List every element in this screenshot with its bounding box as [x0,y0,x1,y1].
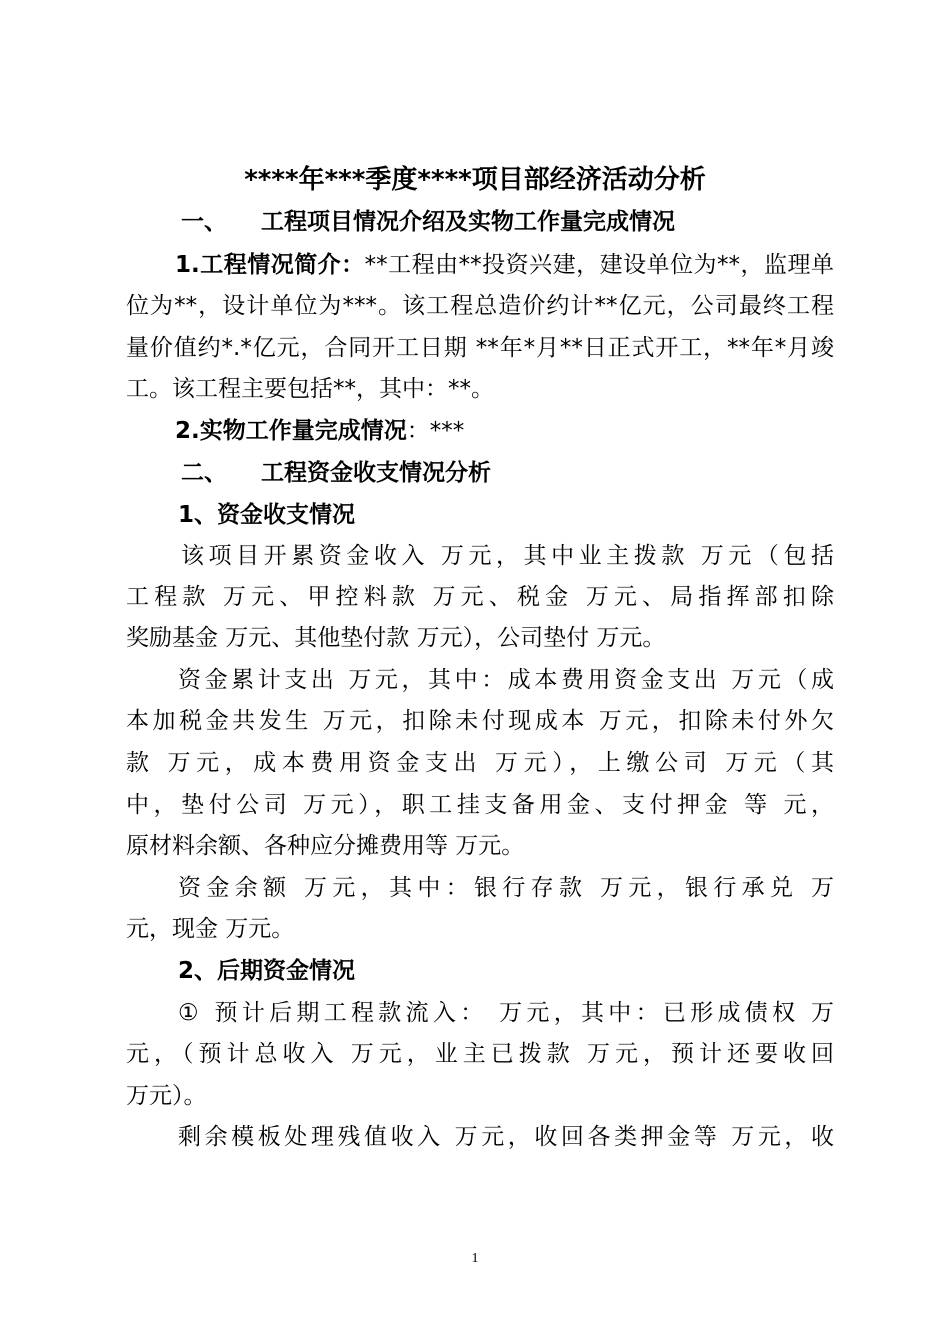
paragraph-line: 本加税金共发生 万元，扣除未付现成本 万元，扣除未付外欠 [126,708,834,734]
section-1-number: 一、 [181,209,227,235]
paragraph-line: 奖励基金 万元、其他垫付款 万元），公司垫付 万元。 [126,625,666,651]
paragraph-line [175,250,834,280]
paragraph-line: 款 万元，成本费用资金支出 万元），上缴公司 万元（其 [126,750,834,776]
paragraph-line: 工程款 万元、甲控料款 万元、税金 万元、局指挥部扣除 [126,584,834,610]
section-2-heading: 工程资金收支情况分析 [261,460,491,486]
paragraph-line [175,416,834,446]
subsection-heading: 1、资金收支情况 [178,502,356,528]
paragraph-line: 中，垫付公司 万元），职工挂支备用金、支付押金 等 元， [126,792,834,818]
paragraph-text: **工程由**投资兴建，建设单位为**，监理单 [364,252,834,278]
paragraph-line: 资金余额 万元，其中：银行存款 万元，银行承兑 万 [178,875,834,901]
paragraph-line: 剩余模板处理残值收入 万元，收回各类押金等 万元，收 [178,1124,834,1150]
paragraph-line: 元，现金 万元。 [126,916,295,942]
paragraph-line: 工。该工程主要包括**，其中：**。 [126,376,494,402]
paragraph-line: ① 预计后期工程款流入： 万元，其中：已形成债权 万 [178,1000,834,1026]
section-1-heading: 工程项目情况介绍及实物工作量完成情况 [261,209,675,235]
subsection-heading: 2、后期资金情况 [178,958,356,984]
paragraph-line: 位为**，设计单位为***。该工程总造价约计**亿元，公司最终工程 [126,293,834,319]
paragraph-line: 量价值约*.*亿元，合同开工日期 **年*月**日正式开工，**年*月竣 [126,335,834,361]
paragraph-line: 万元）。 [126,1083,207,1109]
paragraph-line: 资金累计支出 万元，其中：成本费用资金支出 万元（成 [178,667,834,693]
document-title: ****年***季度****项目部经济活动分析 [244,165,706,195]
section-2-number: 二、 [181,460,227,486]
paragraph-text: ：*** [406,418,465,444]
paragraph-line: 该项目开累资金收入 万元，其中业主拨款 万元（包括 [181,543,834,569]
page-number: 1 [471,1251,479,1266]
paragraph-line: 元，（预计总收入 万元，业主已拨款 万元，预计还要收回 [126,1041,834,1067]
paragraph-line: 原材料余额、各种应分摊费用等 万元。 [126,833,525,859]
paragraph-lead: 2.实物工作量完成情况 [175,418,407,444]
paragraph-lead: 1.工程情况简介： [175,252,365,278]
